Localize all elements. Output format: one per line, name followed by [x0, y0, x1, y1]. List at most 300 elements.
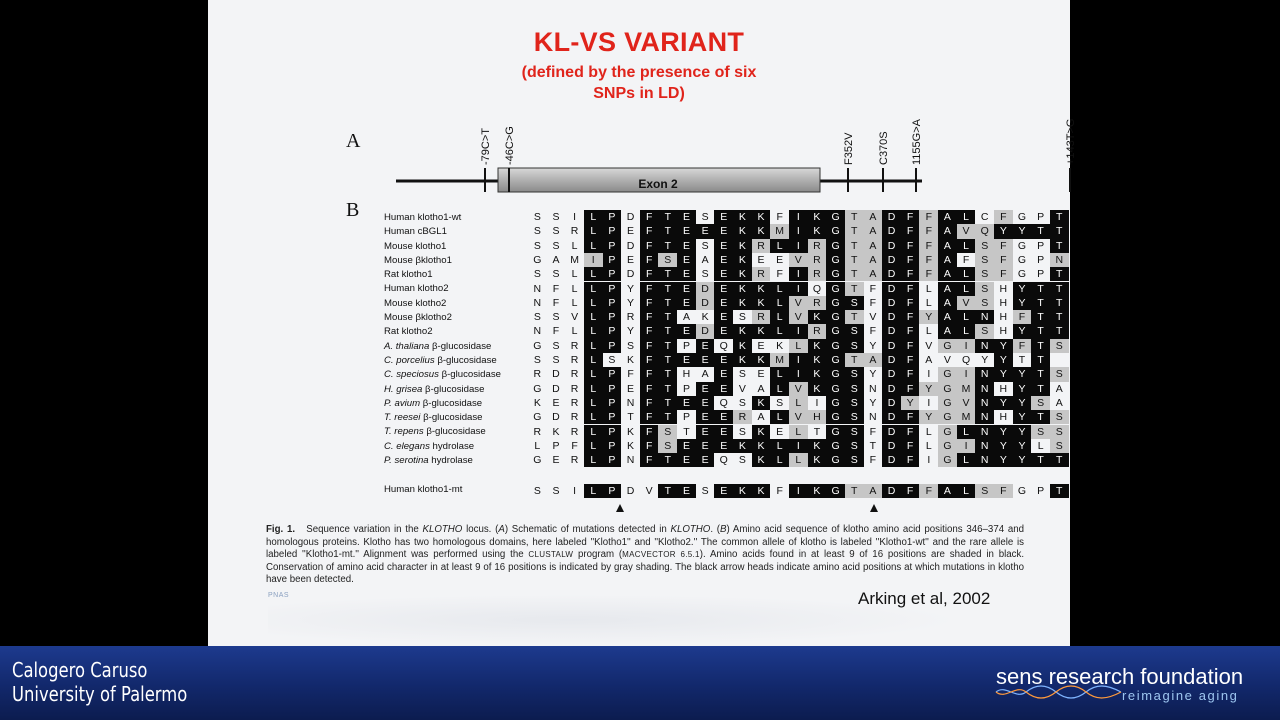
residue-cell: D: [882, 425, 901, 439]
residue-cell: R: [570, 354, 579, 366]
residue-cell: G: [1017, 211, 1027, 223]
species-name: P. serotina hydrolase: [384, 455, 473, 467]
residue-cell: T: [1050, 453, 1069, 467]
residue-cell: D: [882, 410, 901, 424]
residue-cell: G: [826, 324, 845, 338]
residue-cell: A: [938, 324, 957, 338]
residue-cell: S: [845, 439, 864, 453]
journal-logo: PNAS: [268, 592, 290, 599]
residue-cell: Y: [627, 325, 635, 338]
residue-cell: H: [999, 311, 1008, 324]
residue-cell: L: [770, 310, 789, 324]
residue-cell: I: [789, 439, 808, 453]
residue-cell: I: [584, 253, 603, 267]
residue-cell: L: [571, 282, 578, 295]
residue-cell: T: [658, 396, 677, 410]
residue-cell: T: [1031, 310, 1050, 324]
residue-cell: G: [1017, 253, 1027, 266]
residue-cell: T: [1031, 324, 1050, 338]
residue-cell: I: [573, 211, 577, 223]
residue-cell: D: [552, 368, 560, 381]
residue-cell: D: [882, 210, 901, 224]
residue-cell: L: [770, 410, 789, 424]
residue-cell: L: [584, 267, 603, 281]
residue-cell: Y: [627, 296, 635, 309]
residue-cell: V: [645, 485, 653, 497]
snp-label: F352V: [843, 132, 855, 165]
residue-cell: S: [533, 225, 541, 238]
residue-cell: V: [789, 382, 808, 396]
residue-cell: G: [826, 282, 845, 296]
sequence-row: [528, 224, 1069, 238]
residue-cell: S: [533, 239, 541, 252]
residue-cell: N: [975, 439, 994, 453]
residue-cell: E: [714, 353, 733, 367]
residue-cell: Y: [981, 354, 989, 366]
residue-cell: F: [919, 267, 938, 281]
mutation-arrowhead-1: [616, 504, 624, 512]
residue-cell: K: [752, 453, 771, 467]
residue-cell: T: [813, 425, 821, 438]
residue-cell: S: [845, 296, 864, 310]
residue-cell: F: [552, 325, 560, 338]
residue-cell: P: [603, 253, 622, 267]
residue-cell: E: [776, 425, 784, 438]
mutation-arrowhead-2: [870, 504, 878, 512]
residue-cell: E: [714, 382, 733, 396]
residue-cell: L: [770, 367, 789, 381]
residue-cell: D: [626, 485, 635, 497]
residue-cell: D: [882, 224, 901, 238]
residue-cell: K: [733, 253, 752, 267]
sequence-row: [528, 282, 1069, 296]
residue-cell: R: [570, 396, 579, 409]
residue-cell: E: [696, 224, 715, 238]
residue-cell: L: [789, 425, 808, 439]
residue-cell: I: [927, 396, 931, 409]
residue-cell: K: [733, 324, 752, 338]
residue-cell: N: [626, 396, 635, 409]
residue-cell: V: [957, 396, 976, 410]
residue-cell: T: [683, 425, 690, 438]
sequence-row: [528, 210, 1069, 224]
residue-cell: L: [584, 282, 603, 296]
residue-cell: L: [584, 367, 603, 381]
residue-cell: L: [957, 425, 976, 439]
residue-cell: E: [714, 439, 733, 453]
residue-cell: G: [533, 253, 542, 266]
residue-cell: E: [696, 410, 715, 424]
residue-cell: E: [776, 253, 784, 266]
residue-cell: E: [714, 267, 733, 281]
residue-cell: D: [882, 439, 901, 453]
residue-cell: N: [975, 382, 994, 396]
residue-cell: I: [789, 224, 808, 238]
residue-cell: T: [1050, 239, 1069, 253]
residue-cell: S: [975, 253, 994, 267]
residue-cell: S: [533, 268, 541, 281]
residue-cell: F: [994, 267, 1013, 281]
residue-cell: T: [1050, 324, 1069, 338]
residue-cell: F: [869, 282, 877, 295]
residue-cell: I: [815, 396, 819, 409]
residue-cell: D: [696, 324, 715, 338]
sequence-row: [528, 367, 1069, 381]
residue-cell: N: [975, 425, 994, 439]
residue-cell: K: [808, 224, 827, 238]
species-name: T. reesei β-glucosidase: [384, 412, 483, 424]
residue-cell: D: [882, 310, 901, 324]
residue-cell: N: [1050, 253, 1069, 267]
residue-cell: L: [770, 296, 789, 310]
residue-cell: F: [552, 282, 560, 295]
residue-cell: E: [714, 239, 733, 253]
residue-cell: K: [808, 353, 827, 367]
residue-cell: L: [584, 425, 603, 439]
residue-cell: K: [733, 239, 752, 253]
residue-cell: N: [975, 367, 994, 381]
residue-cell: S: [552, 485, 560, 497]
residue-cell: F: [640, 253, 659, 267]
residue-cell: F: [962, 253, 970, 266]
residue-cell: F: [919, 253, 938, 267]
residue-cell: F: [901, 453, 920, 467]
residue-cell: T: [658, 267, 677, 281]
org-name: sens research foundation: [996, 664, 1244, 689]
species-name: Mouse βklotho1: [384, 254, 452, 266]
residue-cell: E: [552, 454, 560, 467]
residue-cell: P: [1037, 485, 1045, 497]
residue-cell: S: [533, 485, 541, 497]
residue-cell: N: [975, 396, 994, 410]
residue-cell: S: [738, 368, 746, 381]
species-name: Mouse klotho2: [384, 297, 447, 309]
sequence-row: [528, 253, 1069, 267]
residue-cell: S: [552, 339, 560, 352]
residue-cell: E: [714, 410, 733, 424]
residue-cell: D: [882, 296, 901, 310]
residue-cell: V: [943, 354, 951, 366]
residue-cell: A: [938, 210, 957, 224]
residue-cell: T: [658, 282, 677, 296]
slide-subtitle-line2: SNPs in LD): [593, 85, 685, 102]
residue-cell: R: [570, 382, 579, 395]
residue-cell: P: [603, 310, 622, 324]
mutant-name: Human klotho1-mt: [384, 484, 463, 495]
species-name: C. speciosus β-glucosidase: [384, 369, 501, 381]
residue-cell: E: [714, 282, 733, 296]
residue-cell: A: [938, 484, 957, 498]
residue-cell: T: [869, 439, 877, 452]
residue-cell: T: [1031, 410, 1050, 424]
residue-cell: N: [626, 454, 635, 467]
residue-cell: L: [925, 282, 932, 295]
residue-cell: N: [869, 382, 877, 395]
residue-cell: A: [938, 282, 957, 296]
sequence-row: [528, 296, 1069, 310]
residue-cell: P: [603, 210, 622, 224]
residue-cell: D: [626, 268, 635, 281]
residue-cell: S: [552, 354, 560, 366]
residue-cell: S: [552, 311, 560, 324]
residue-cell: F: [640, 310, 659, 324]
species-name: Human klotho2: [384, 283, 449, 295]
sequence-row: [528, 339, 1069, 353]
residue-cell: F: [640, 210, 659, 224]
residue-cell: K: [752, 353, 771, 367]
residue-cell: K: [752, 210, 771, 224]
residue-cell: P: [603, 410, 622, 424]
residue-cell: S: [845, 396, 864, 410]
residue-cell: P: [1037, 253, 1045, 266]
residue-cell: E: [714, 296, 733, 310]
residue-cell: T: [1050, 224, 1069, 238]
residue-cell: L: [770, 324, 789, 338]
residue-cell: F: [919, 210, 938, 224]
species-name: P. avium β-glucosidase: [384, 397, 483, 409]
species-name: Rat klotho1: [384, 269, 433, 281]
residue-cell: L: [957, 239, 976, 253]
residue-cell: T: [658, 453, 677, 467]
slide-canvas: [208, 0, 1077, 646]
residue-cell: R: [752, 267, 771, 281]
residue-cell: T: [845, 310, 864, 324]
residue-cell: P: [603, 267, 622, 281]
residue-cell: L: [770, 453, 789, 467]
residue-cell: A: [938, 239, 957, 253]
residue-cell: F: [1013, 339, 1032, 353]
residue-cell: S: [1050, 339, 1069, 353]
residue-cell: D: [552, 411, 560, 424]
sequence-row: [528, 324, 1069, 338]
residue-cell: R: [570, 225, 579, 238]
residue-cell: I: [789, 282, 808, 296]
residue-cell: T: [627, 411, 634, 424]
residue-cell: F: [776, 485, 783, 497]
residue-cell: L: [584, 339, 603, 353]
residue-cell: L: [789, 453, 808, 467]
residue-cell: I: [927, 368, 931, 381]
residue-cell: F: [627, 368, 634, 381]
residue-cell: Y: [1013, 425, 1032, 439]
residue-cell: A: [925, 354, 933, 366]
residue-cell: K: [808, 439, 827, 453]
residue-cell: E: [757, 339, 765, 352]
org-tagline: reimagine aging: [1122, 688, 1239, 703]
residue-cell: D: [882, 324, 901, 338]
residue-cell: S: [552, 239, 560, 252]
residue-cell: P: [603, 296, 622, 310]
residue-cell: A: [1055, 396, 1063, 409]
residue-cell: F: [571, 439, 578, 452]
residue-cell: Y: [1013, 296, 1032, 310]
residue-cell: T: [1050, 310, 1069, 324]
residue-cell: K: [733, 210, 752, 224]
residue-cell: E: [757, 368, 765, 381]
residue-cell: C: [980, 211, 989, 223]
residue-cell: D: [696, 296, 715, 310]
residue-cell: K: [808, 453, 827, 467]
residue-cell: F: [901, 339, 920, 353]
residue-cell: G: [938, 453, 957, 467]
residue-cell: N: [533, 296, 542, 309]
sequence-row: [528, 484, 1069, 498]
residue-cell: L: [957, 282, 976, 296]
residue-cell: Y: [919, 310, 938, 324]
residue-cell: Y: [901, 396, 920, 410]
residue-cell: G: [826, 410, 845, 424]
residue-cell: S: [975, 282, 994, 296]
residue-cell: I: [927, 454, 931, 467]
residue-cell: Y: [1013, 453, 1032, 467]
residue-cell: S: [658, 425, 677, 439]
residue-cell: E: [677, 239, 696, 253]
residue-cell: R: [808, 324, 827, 338]
residue-cell: K: [752, 224, 771, 238]
residue-cell: F: [640, 239, 659, 253]
residue-cell: F: [640, 339, 659, 353]
residue-cell: F: [776, 268, 783, 281]
residue-cell: F: [640, 367, 659, 381]
residue-cell: L: [571, 296, 578, 309]
residue-cell: I: [789, 353, 808, 367]
residue-cell: R: [570, 368, 579, 381]
residue-cell: E: [696, 425, 715, 439]
residue-cell: T: [845, 282, 864, 296]
residue-cell: S: [552, 268, 560, 281]
residue-cell: F: [901, 239, 920, 253]
residue-cell: I: [789, 324, 808, 338]
residue-cell: E: [714, 310, 733, 324]
residue-cell: P: [603, 453, 622, 467]
residue-cell: N: [975, 453, 994, 467]
residue-cell: A: [938, 267, 957, 281]
residue-cell: F: [552, 296, 560, 309]
residue-cell: V: [789, 410, 808, 424]
residue-cell: L: [584, 453, 603, 467]
residue-cell: T: [1050, 210, 1069, 224]
residue-cell: Y: [869, 396, 877, 409]
residue-cell: L: [925, 325, 932, 338]
residue-cell: V: [571, 311, 579, 324]
residue-cell: P: [603, 396, 622, 410]
residue-cell: K: [808, 210, 827, 224]
residue-cell: K: [752, 282, 771, 296]
speaker-name: Calogero Caruso: [12, 658, 148, 682]
residue-cell: T: [658, 310, 677, 324]
residue-cell: K: [808, 339, 827, 353]
residue-cell: G: [826, 439, 845, 453]
residue-cell: D: [626, 239, 635, 252]
residue-cell: G: [938, 439, 957, 453]
residue-cell: F: [919, 224, 938, 238]
residue-cell: T: [658, 484, 677, 498]
residue-cell: I: [957, 339, 976, 353]
residue-cell: P: [552, 439, 560, 452]
residue-cell: V: [925, 339, 933, 352]
residue-cell: L: [957, 453, 976, 467]
residue-cell: H: [999, 325, 1008, 338]
residue-cell: K: [733, 224, 752, 238]
residue-cell: L: [584, 484, 603, 498]
species-name: C. porcelius β-glucosidase: [384, 354, 497, 366]
residue-cell: L: [770, 239, 789, 253]
residue-cell: Y: [994, 453, 1013, 467]
residue-cell: A: [864, 353, 883, 367]
residue-cell: E: [696, 439, 715, 453]
species-name: H. grisea β-glucosidase: [384, 383, 485, 395]
residue-cell: T: [658, 410, 677, 424]
residue-cell: M: [570, 253, 579, 266]
sequence-row: [528, 310, 1069, 324]
residue-cell: E: [627, 225, 635, 238]
residue-cell: F: [640, 396, 659, 410]
residue-cell: F: [901, 425, 920, 439]
residue-cell: A: [682, 311, 690, 324]
residue-cell: A: [864, 484, 883, 498]
residue-cell: L: [571, 239, 578, 252]
residue-cell: S: [533, 311, 541, 324]
residue-cell: R: [752, 310, 771, 324]
residue-cell: E: [714, 484, 733, 498]
residue-cell: Y: [869, 368, 877, 381]
residue-cell: F: [640, 267, 659, 281]
residue-cell: E: [714, 367, 733, 381]
residue-cell: R: [570, 454, 579, 467]
sequence-row: [528, 239, 1069, 253]
species-name: A. thaliana β-glucosidase: [384, 340, 492, 352]
residue-cell: V: [789, 253, 808, 267]
sequence-row: [528, 453, 1069, 467]
residue-cell: E: [677, 484, 696, 498]
residue-cell: N: [533, 282, 542, 295]
residue-cell: G: [826, 382, 845, 396]
sequence-row: [528, 425, 1069, 439]
residue-cell: P: [682, 411, 690, 424]
residue-cell: Y: [1013, 382, 1032, 396]
residue-cell: G: [938, 367, 957, 381]
residue-cell: S: [627, 339, 635, 352]
sequence-row: [528, 382, 1069, 396]
residue-cell: G: [826, 339, 845, 353]
residue-cell: E: [677, 439, 696, 453]
residue-cell: G: [1017, 485, 1027, 497]
residue-cell: A: [864, 239, 883, 253]
residue-cell: I: [789, 267, 808, 281]
residue-cell: F: [901, 310, 920, 324]
residue-cell: I: [789, 484, 808, 498]
residue-cell: V: [738, 382, 746, 395]
residue-cell: E: [627, 253, 635, 266]
residue-cell: M: [770, 353, 789, 367]
residue-cell: R: [752, 239, 771, 253]
residue-cell: T: [1050, 282, 1069, 296]
sequence-row: [528, 267, 1069, 281]
residue-cell: S: [701, 268, 709, 281]
residue-cell: L: [957, 484, 976, 498]
residue-cell: F: [994, 253, 1013, 267]
residue-cell: T: [1031, 224, 1050, 238]
residue-cell: K: [808, 310, 827, 324]
residue-cell: E: [714, 210, 733, 224]
residue-cell: F: [901, 282, 920, 296]
residue-cell: Y: [1013, 324, 1032, 338]
residue-cell: P: [603, 484, 622, 498]
residue-cell: K: [701, 311, 709, 324]
sequence-row: [528, 353, 1050, 367]
residue-cell: Y: [1013, 439, 1032, 453]
residue-cell: P: [603, 425, 622, 439]
